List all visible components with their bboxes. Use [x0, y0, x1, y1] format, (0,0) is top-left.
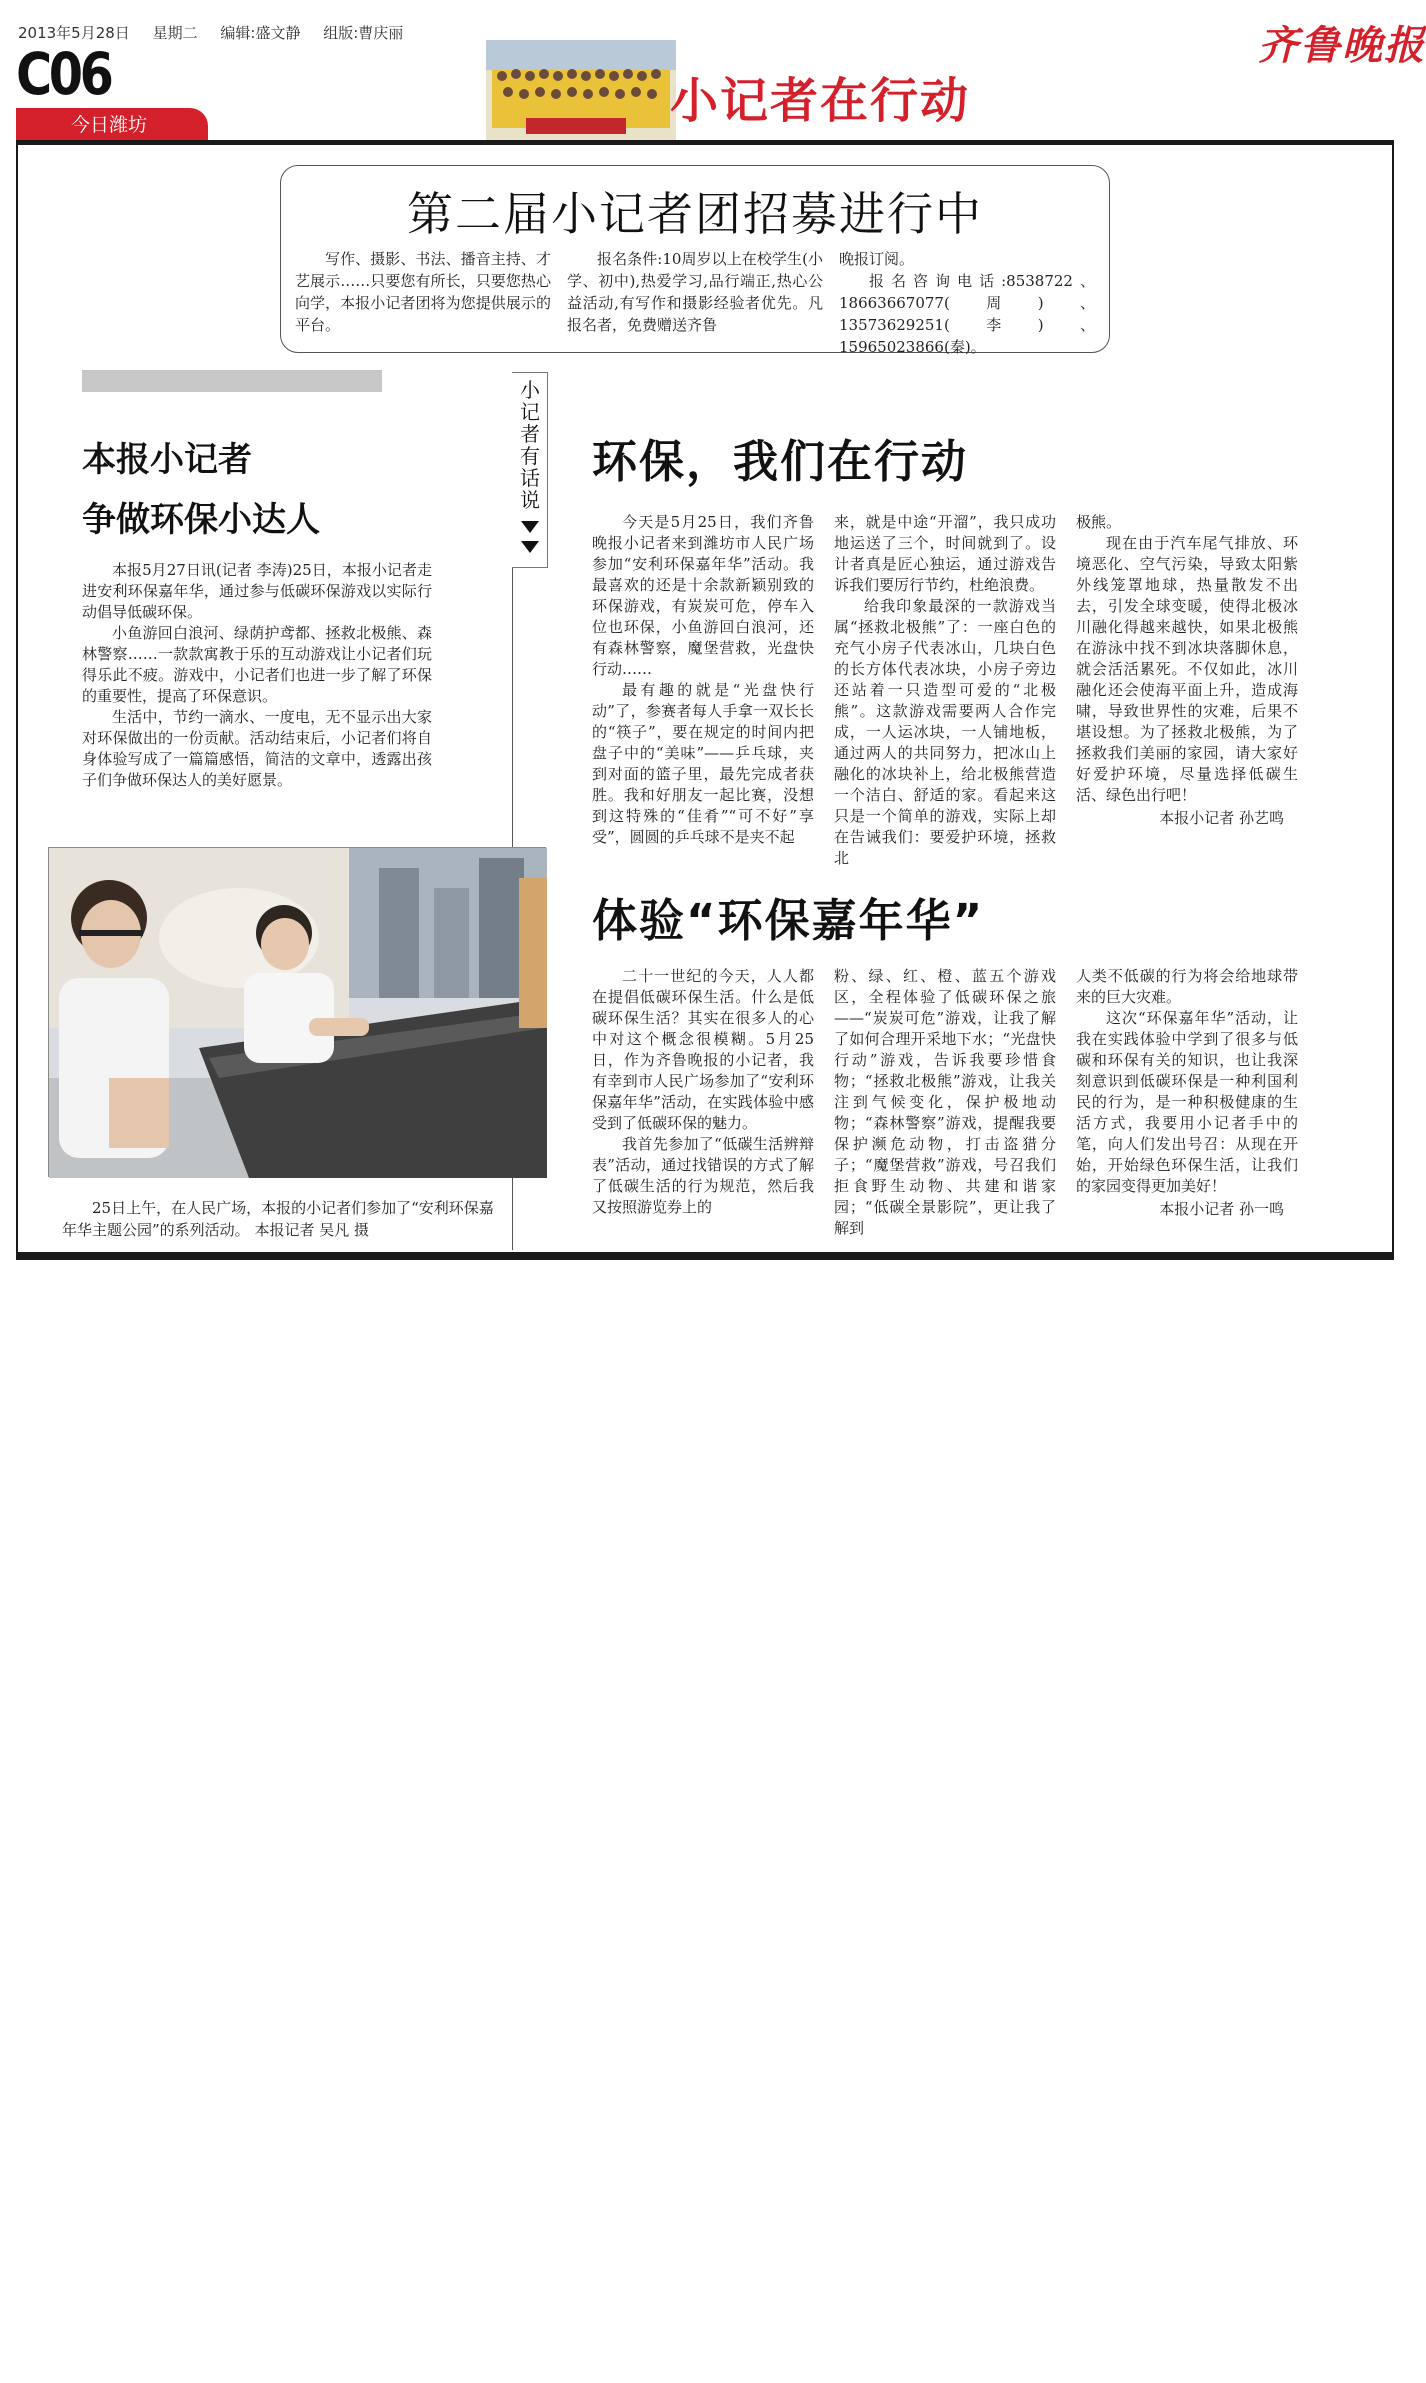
left-paragraph-3: 生活中，节约一滴水、一度电，无不显示出大家对环保做出的一份贡献。活动结束后，小记者们将自身体验写成了一篇篇感悟，简洁的文章中，透露出孩子们争做环保达人的美好愿景。	[82, 708, 432, 789]
left-article-gray-bar	[82, 370, 382, 392]
article1-c3-p2: 现在由于汽车尾气排放、环境恶化、空气污染，导致太阳紫外线笼罩地球，热量散发不出去，引发全球变暖，使得北极冰川融化得越来越快，如果北极熊在游泳中找不到冰块落脚休息，就会活活累死。不仅如此，冰川融化还会使海平面上升，造成海啸，导致世界性的灾难，后果不堪设想。为了拯救北极熊，为了拯救我们美丽的家园，请大家好好爱护环境，尽量选择低碳生活、绿色出行吧！	[1076, 534, 1298, 804]
issue-date: 2013年5月28日	[18, 24, 130, 42]
article2-c1-p1: 二十一世纪的今天，人人都在提倡低碳环保生活。什么是低碳环保生活？其实在很多人的心中对这个概念很模糊。5月25日，作为齐鲁晚报的小记者，我有幸到市人民广场参加了“安利环保嘉年华”活动，在实践体验中感受到了低碳环保的魅力。	[592, 967, 814, 1132]
article1-c3-p1: 极熊。	[1076, 513, 1122, 531]
left-headline-line-1: 本报小记者	[82, 440, 252, 480]
arrow-down-icon	[521, 541, 539, 553]
column-tab-label: 小记者有话说	[520, 378, 540, 512]
article1-headline: 环保，我们在行动	[592, 435, 969, 488]
page-bottom-rule	[16, 1252, 1394, 1260]
layout-credit: 组版:曹庆丽	[323, 24, 404, 42]
recruitment-title: 第二届小记者团招募进行中	[407, 187, 983, 241]
article2-c2-p1: 粉、绿、红、橙、蓝五个游戏区，全程体验了低碳环保之旅——“炭炭可危”游戏，让我了解了如何合理开采地下水；“光盘快行动”游戏，告诉我要珍惜食物；“拯救北极熊”游戏，让我关注到气候变化，保护极地动物；“森林警察”游戏，提醒我要保护濒危动物，打击盗猎分子；“魔堡营救”游戏，号召我们拒食野生动物、共建和谐家园；“低碳全景影院”，更让我了解到	[834, 967, 1056, 1237]
left-paragraph-2: 小鱼游回白浪河、绿荫护鸢都、拯救北极熊、森林警察……一款款寓教于乐的互动游戏让小记者们玩得乐此不疲。游戏中，小记者们也进一步了解了环保的重要性，提高了环保意识。	[82, 624, 432, 705]
editor-credit: 编辑:盛文静	[220, 24, 301, 42]
article1-byline: 本报小记者 孙艺鸣	[1159, 809, 1284, 827]
article2-headline: 体验“环保嘉年华”	[592, 894, 985, 947]
column-tab-vertical	[512, 372, 548, 568]
section-tab: 今日潍坊	[16, 108, 208, 142]
left-article-headline	[82, 430, 320, 550]
article1-c1-p2: 最有趣的就是“光盘快行动”了，参赛者每人手拿一双长长的“筷子”，要在规定的时间内把盘子中的“美味”——乒乓球，夹到对面的篮子里，最先完成者获胜。我和好朋友一起比赛，没想到这特殊的“佳肴”“可不好”享受”，圆圆的乒乓球不是夹不起	[592, 681, 814, 846]
article1-c1-p1: 今天是5月25日，我们齐鲁晚报小记者来到潍坊市人民广场参加“安利环保嘉年华”活动。我最喜欢的还是十余款新颖别致的环保游戏，有炭炭可危，停车入位也环保，小鱼游回白浪河，还有森林警察，魔堡营救，光盘快行动……	[592, 513, 814, 678]
photo-caption: 25日上午，在人民广场，本报的小记者们参加了“安利环保嘉年华主题公园”的系列活动。 本报记者 吴凡 摄	[62, 1199, 494, 1239]
article1-body	[592, 512, 1298, 867]
recruitment-text-2: 报名条件:10周岁以上在校学生(小学、初中),热爱学习,品行端正,热心公益活动,有写作和摄影经验者优先。凡报名者，免费赠送齐鲁	[567, 250, 823, 334]
news-photo-children	[48, 847, 546, 1177]
left-article-body	[82, 560, 432, 791]
article1-c2-p2: 给我印象最深的一款游戏当属“拯救北极熊”了：一座白色的充气小房子代表冰山，几块白色的长方体代表冰块，小房子旁边还站着一只造型可爱的“北极熊”。这款游戏需要两人合作完成，一人运冰块，一人铺地板，通过两人的共同努力，把冰山上融化的冰块补上，给北极熊营造一个洁白、舒适的家。看起来这只是一个简单的游戏，实际上却在告诫我们：要爱护环境，拯救北	[834, 597, 1056, 867]
banner-group-photo	[486, 40, 676, 140]
recruitment-notice	[280, 165, 1110, 356]
recruitment-text-3a: 晚报订阅。	[839, 250, 915, 268]
recruitment-text-1: 写作、摄影、书法、播音主持、才艺展示……只要您有所长，只要您热心向学，本报小记者团将为您提供展示的平台。	[295, 250, 551, 334]
banner-title: 小记者在行动	[670, 73, 971, 129]
issue-weekday: 星期二	[152, 24, 198, 42]
article2-c3-p1: 人类不低碳的行为将会给地球带来的巨大灾难。	[1076, 967, 1298, 1006]
newspaper-masthead: 齐鲁晚报	[1258, 22, 1426, 69]
article2-body	[592, 966, 1298, 1246]
article2-c1-p2: 我首先参加了“低碳生活辨辩表”活动，通过找错误的方式了解了低碳生活的行为规范，然后我又按照游览券上的	[592, 1135, 814, 1216]
page-number: C06	[16, 40, 111, 108]
arrow-down-icon	[521, 521, 539, 533]
left-paragraph-1: 本报5月27日讯(记者 李涛)25日，本报小记者走进安利环保嘉年华，通过参与低碳环保游戏以实际行动倡导低碳环保。	[82, 561, 432, 621]
article1-c2-p1: 来，就是中途“开溜”，我只成功地运送了三个，时间就到了。设计者真是匠心独运，通过游戏告诉我们要厉行节约，杜绝浪费。	[834, 513, 1056, 594]
article2-byline: 本报小记者 孙一鸣	[1159, 1200, 1284, 1218]
article2-c3-p2: 这次“环保嘉年华”活动，让我在实践体验中学到了很多与低碳和环保有关的知识，也让我深刻意识到低碳环保是一种利国利民的行为，是一种积极健康的生活方式，我要用小记者手中的笔，向人们发出号召：从现在开始，开始绿色环保生活，让我们的家园变得更加美好！	[1076, 1009, 1298, 1195]
recruitment-text-3b: 报名咨询电话:8538722、18663667077(周)、13573629251(李)、15965023866(秦)。	[839, 272, 1095, 356]
left-headline-line-2: 争做环保小达人	[82, 500, 320, 540]
